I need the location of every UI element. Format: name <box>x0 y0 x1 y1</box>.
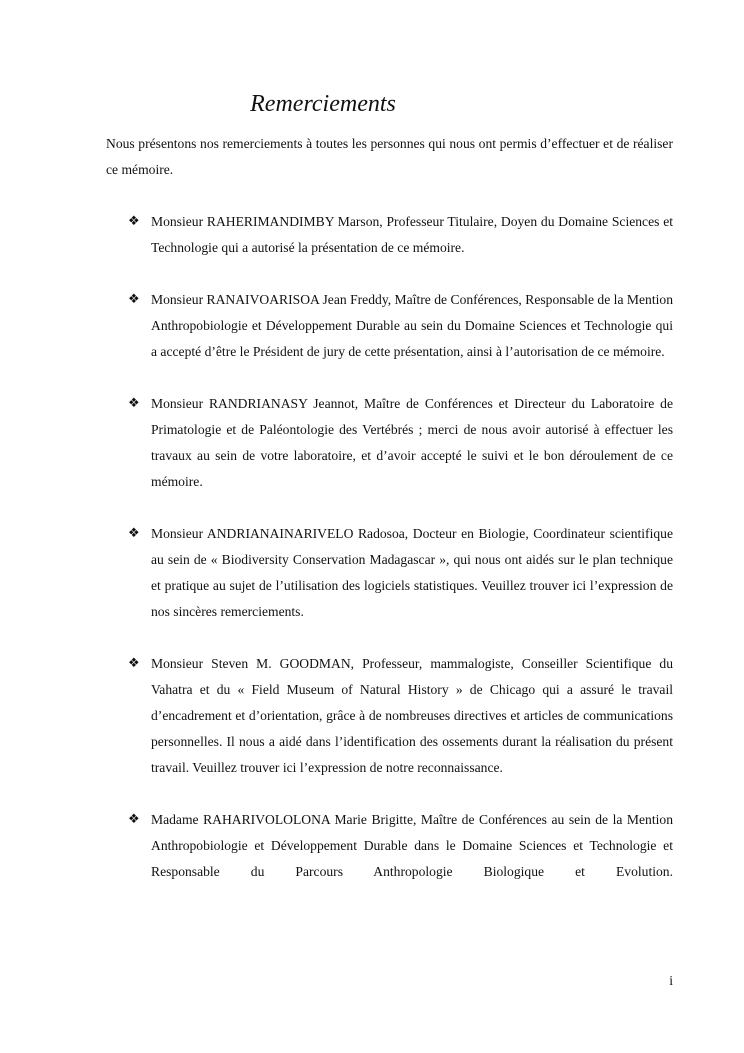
diamond-bullet-icon: ❖ <box>128 812 140 827</box>
acknowledgement-text: Monsieur RAHERIMANDIMBY Marson, Professeur Titulaire, Doyen du Domaine Sciences et Technologie qui a autorisé la présentation de ce mémoire. <box>151 214 673 255</box>
acknowledgement-text: Monsieur Steven M. GOODMAN, Professeur, mammalogiste, Conseiller Scientifique du Vahatra et du « Field Museum of Natural History » de Chicago qui a assuré le travail d’encadrement et d’orientation, grâce à de nombreuses directives et articles de communications personnelles. Il nous a aidé dans l’identification des ossements durant la réalisation du présent travail. Veuillez trouver ici l’expression de notre reconnaissance. <box>151 656 673 775</box>
diamond-bullet-icon: ❖ <box>128 396 140 411</box>
diamond-bullet-icon: ❖ <box>128 526 140 541</box>
acknowledgement-list <box>106 209 673 885</box>
acknowledgement-item <box>106 807 673 885</box>
acknowledgement-text: Madame RAHARIVOLOLONA Marie Brigitte, Maître de Conférences au sein de la Mention Anthropobiologie et Développement Durable dans le Domaine Sciences et Technologie et Responsable du Parcours Anthropologie Biologique et Evolution. <box>151 812 673 879</box>
intro-paragraph: Nous présentons nos remerciements à toutes les personnes qui nous ont permis d’effectuer et de réaliser ce mémoire. <box>106 136 673 177</box>
acknowledgement-item <box>106 287 673 365</box>
acknowledgement-item <box>106 209 673 261</box>
acknowledgement-item <box>106 521 673 625</box>
diamond-bullet-icon: ❖ <box>128 656 140 671</box>
page-number: i <box>669 973 673 988</box>
page-title: Remerciements <box>250 91 396 117</box>
acknowledgement-text: Monsieur RANAIVOARISOA Jean Freddy, Maître de Conférences, Responsable de la Mention Anthropobiologie et Développement Durable au sein du Domaine Sciences et Technologie qui a accepté d’être le Président de jury de cette présentation, ainsi à l’autorisation de ce mémoire. <box>151 292 673 359</box>
diamond-bullet-icon: ❖ <box>128 214 140 229</box>
diamond-bullet-icon: ❖ <box>128 292 140 307</box>
acknowledgement-text: Monsieur RANDRIANASY Jeannot, Maître de Conférences et Directeur du Laboratoire de Primatologie et de Paléontologie des Vertébrés ; merci de nous avoir autorisé à effectuer les travaux au sein de votre laboratoire, et d’avoir accepté le suivi et le bon déroulement de ce mémoire. <box>151 396 673 489</box>
acknowledgement-item <box>106 391 673 495</box>
acknowledgement-item <box>106 651 673 781</box>
acknowledgement-text: Monsieur ANDRIANAINARIVELO Radosoa, Docteur en Biologie, Coordinateur scientifique au sein de « Biodiversity Conservation Madagascar », qui nous ont aidés sur le plan technique et pratique au sujet de l’utilisation des logiciels statistiques. Veuillez trouver ici l’expression de nos sincères remerciements. <box>151 526 673 619</box>
